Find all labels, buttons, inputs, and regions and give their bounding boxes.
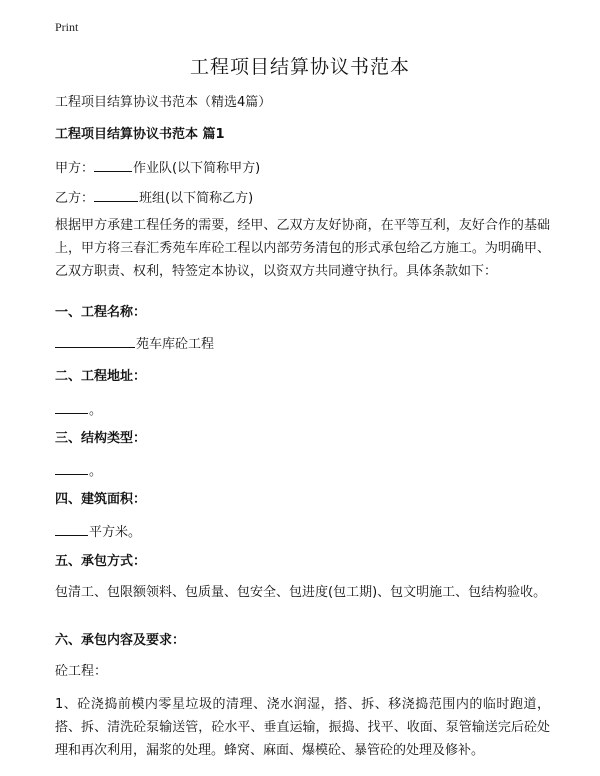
party-a-text: 作业队(以下简称甲方) — [133, 161, 261, 176]
party-b-line — [55, 187, 253, 209]
section-6-item-1: 1、砼浇捣前模内零星垃圾的清理、浇水润湿，搭、拆、移浇捣范围内的临时跑道，搭、拆、清洗砼泵输送管，砼水平、垂直运输，振捣、找平、收面、泵管输送完后砼处理和再次利用，漏浆的处理。蜂窝、麻面、爆模砼、暴管砼的处理及修补。 — [55, 697, 550, 758]
intro-paragraph: 根据甲方承建工程任务的需要，经甲、乙双方友好协商，在平等互利，友好合作的基础上，甲方将三春汇秀苑车库砼工程以内部劳务清包的形式承包给乙方施工。为明确甲、乙双方职责、权利，特签定本协议，以资双方共同遵守执行。具体条款如下： — [55, 218, 550, 279]
section-6-sub: 砼工程： — [55, 664, 108, 679]
section-4-value-line — [55, 521, 141, 543]
party-b-label: 乙方： — [55, 191, 95, 206]
subtitle: 工程项目结算协议书范本（精选4篇） — [55, 95, 272, 110]
section-2-value-line — [55, 399, 102, 421]
section-4-value: 平方米。 — [89, 525, 142, 540]
section-1-blank — [55, 333, 135, 348]
party-b-text: 班组(以下简称乙方) — [139, 191, 254, 206]
section-1-value: 苑车库砼工程 — [136, 337, 215, 352]
section-2-heading: 二、工程地址： — [55, 369, 147, 384]
section-3-value-line — [55, 460, 102, 482]
section-5-heading: 五、承包方式： — [55, 554, 147, 569]
print-link[interactable]: Print — [55, 20, 79, 34]
section-2-blank — [55, 399, 88, 414]
section-1-heading: 一、工程名称： — [55, 305, 147, 320]
section-1-value-line — [55, 333, 214, 355]
party-b-blank — [94, 187, 138, 202]
section-4-blank — [55, 521, 88, 536]
document-title: 工程项目结算协议书范本 — [189, 56, 410, 78]
section-3-value: 。 — [89, 464, 103, 479]
section-3-heading: 三、结构类型： — [55, 431, 147, 446]
article-heading: 工程项目结算协议书范本 篇1 — [55, 127, 225, 142]
section-2-value: 。 — [89, 403, 103, 418]
section-6-heading: 六、承包内容及要求： — [55, 633, 186, 648]
section-4-heading: 四、建筑面积： — [55, 492, 147, 507]
section-5-value: 包清工、包限额领料、包质量、包安全、包进度(包工期)、包文明施工、包结构验收。 — [55, 585, 547, 600]
party-a-blank — [94, 157, 132, 172]
party-a-label: 甲方： — [55, 161, 95, 176]
section-3-blank — [55, 460, 88, 475]
party-a-line — [55, 157, 260, 179]
